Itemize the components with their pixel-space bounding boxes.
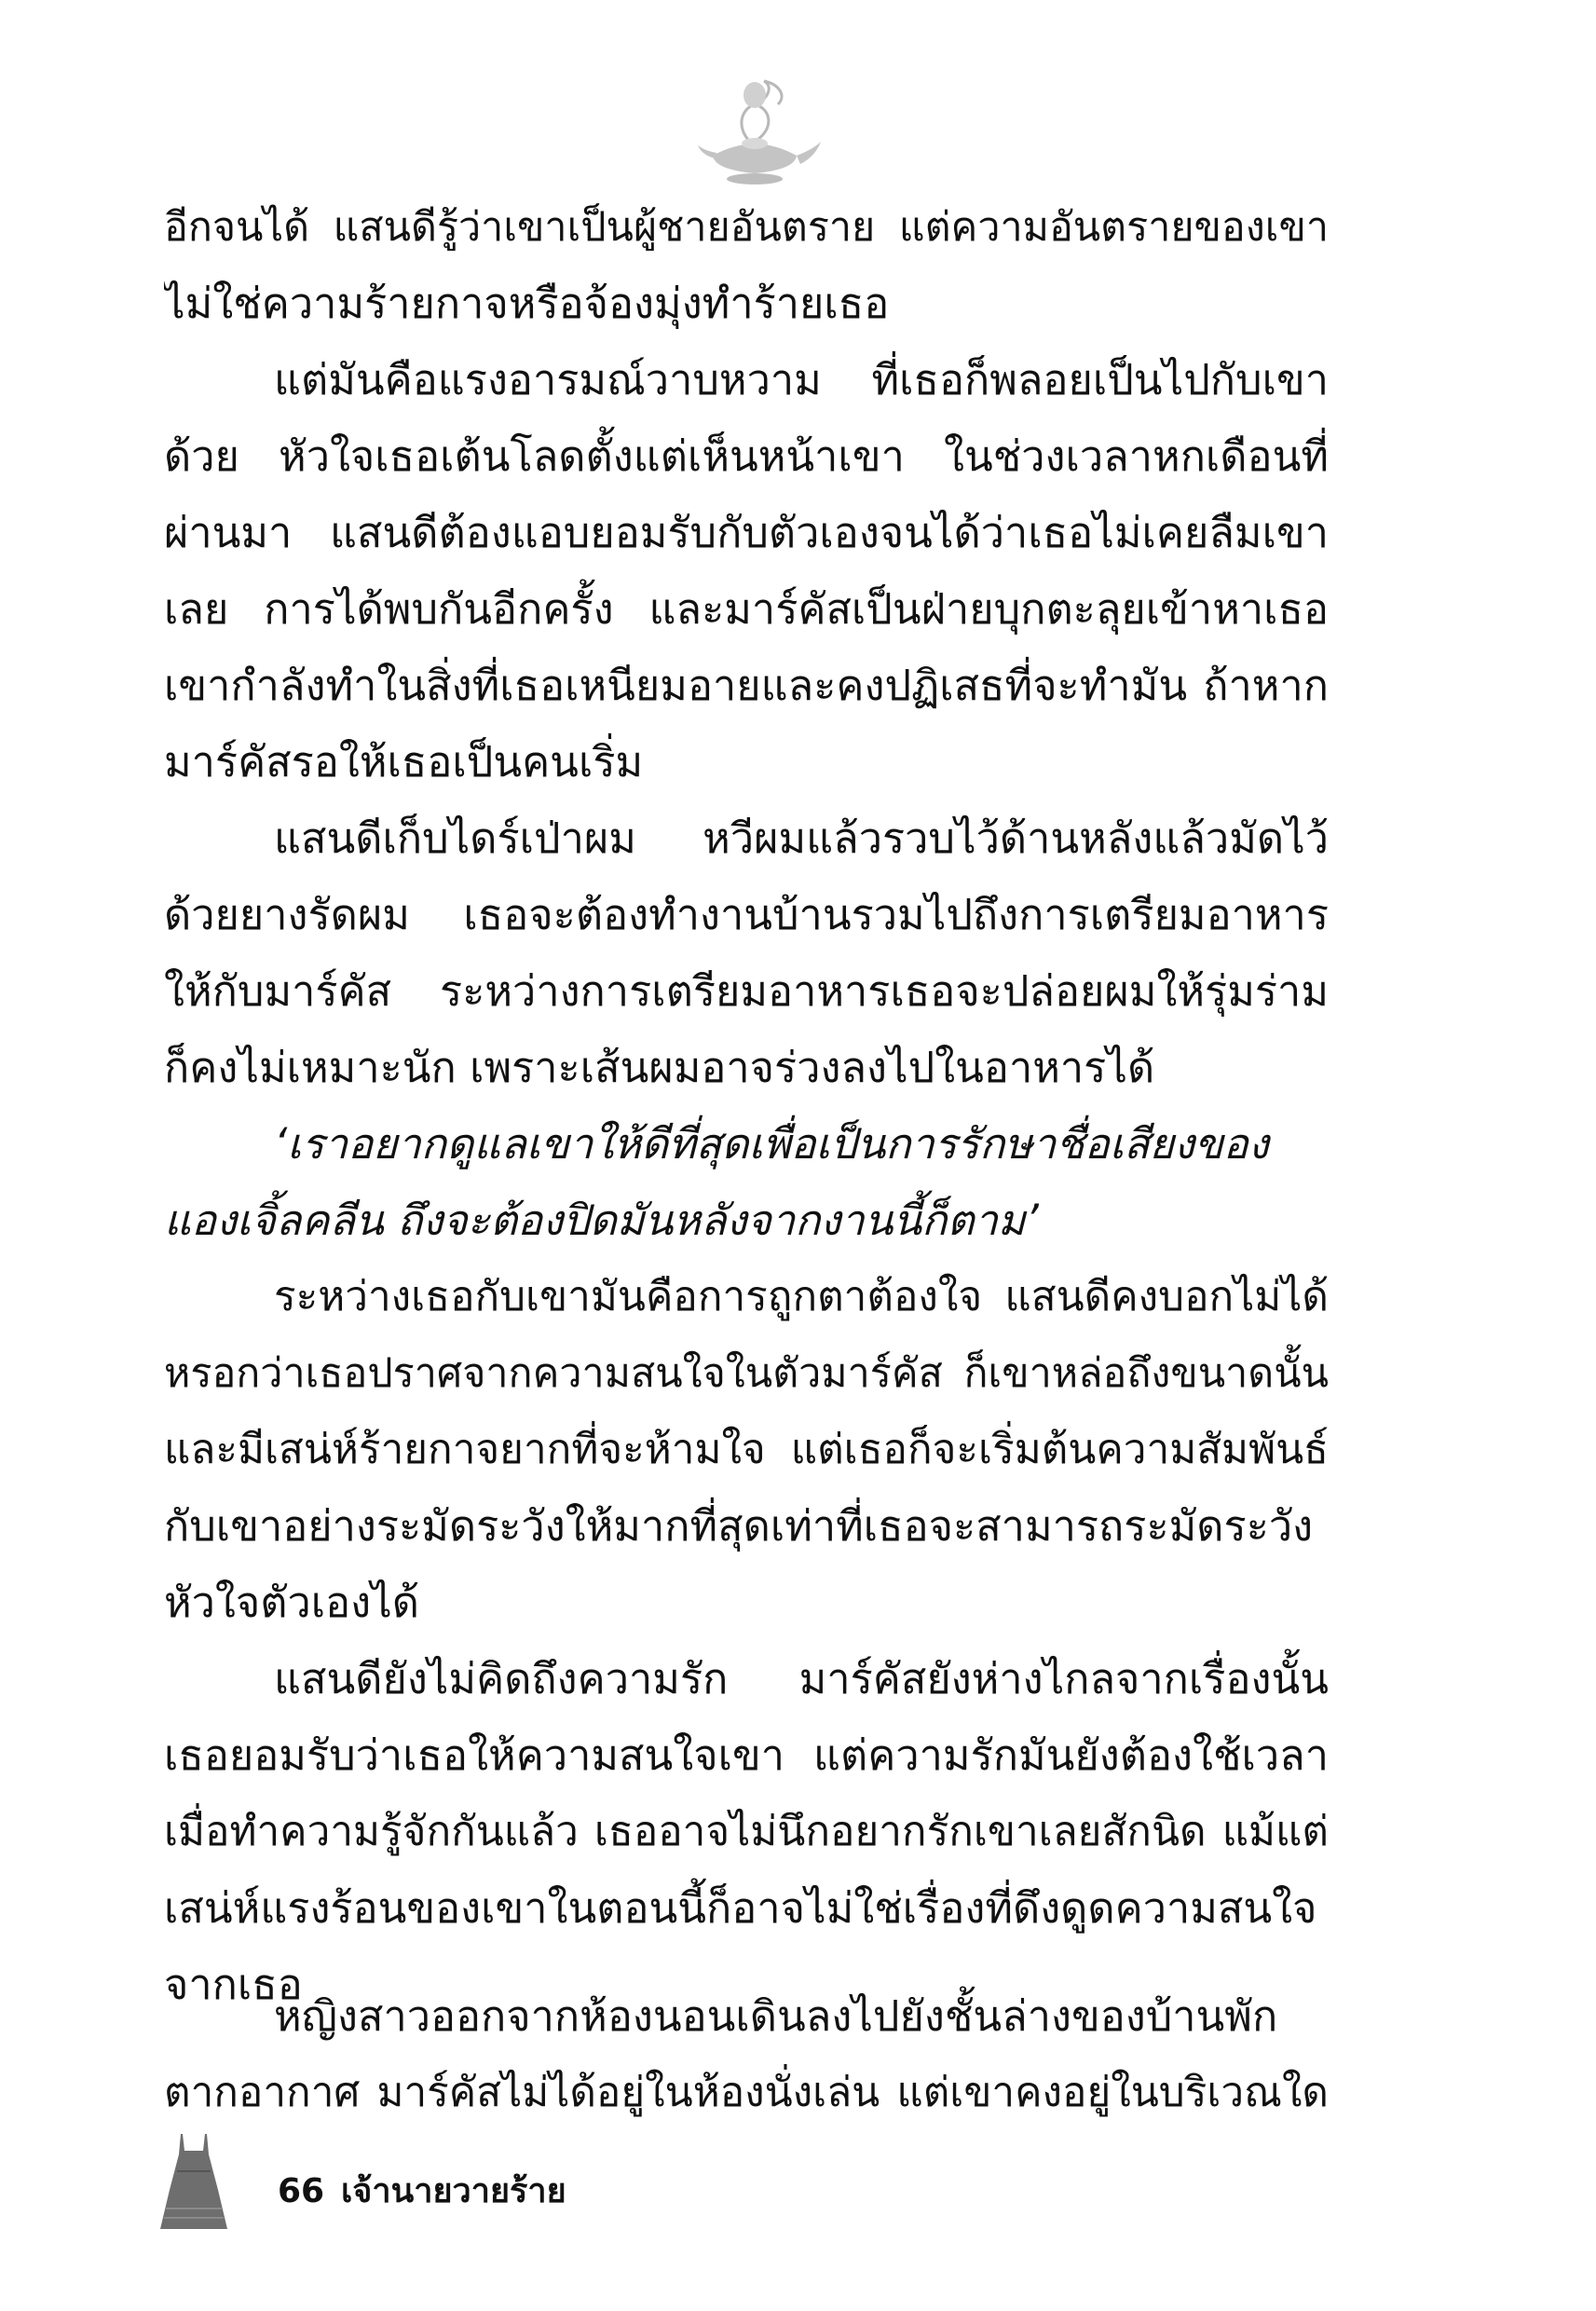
page-footer <box>157 2134 809 2236</box>
quote-line: ‘เราอยากดูแลเขาให้ดีที่สุดเพื่อเป็นการรักษาชื่อเสียงของ <box>274 1119 1269 1169</box>
text-line: เมื่อทำความรู้จักกันแล้ว เธออาจไม่นึกอยากรักเขาเลยสักนิด แม้แต่ <box>164 1808 1329 1855</box>
text-line: แสนดีเก็บไดร์เป่าผม หวีผมแล้วรวบไว้ด้านหลังแล้วมัดไว้ <box>274 814 1329 863</box>
body-text <box>164 196 1329 2069</box>
text-line: หรอกว่าเธอปราศจากความสนใจในตัวมาร์คัส ก็เขาหล่อถึงขนาดนั้น <box>164 1350 1329 1397</box>
text-line: มาร์คัสรอให้เธอเป็นคนเริ่ม <box>164 737 644 786</box>
genie-lamp-icon <box>685 76 825 188</box>
page-number: 66 <box>278 2172 325 2210</box>
text-line: ให้กับมาร์คัส ระหว่างการเตรียมอาหารเธอจะปล่อยผมให้รุ่มร่าม <box>164 966 1329 1016</box>
text-line: หญิงสาวออกจากห้องนอนเดินลงไปยังชั้นล่างของบ้านพัก <box>274 1991 1278 2041</box>
book-title: เจ้านายวายร้าย <box>341 2172 566 2210</box>
text-line: จากเธอ <box>164 1960 303 2009</box>
text-line: กับเขาอย่างระมัดระวังให้มากที่สุดเท่าที่เธอจะสามารถระมัดระวัง <box>164 1501 1314 1551</box>
text-line: หัวใจตัวเองได้ <box>164 1578 419 1627</box>
body-text-end <box>164 1985 1329 2143</box>
quote-line: แองเจิ้ลคลีน ถึงจะต้องปิดมันหลังจากงานนี้ก็ตาม’ <box>164 1196 1039 1245</box>
text-line: เสน่ห์แรงร้อนของเขาในตอนนี้ก็อาจไม่ใช่เรื่องที่ดึงดูดความสนใจ <box>164 1883 1317 1933</box>
dress-icon <box>157 2134 231 2232</box>
text-line: ด้วย หัวใจเธอเต้นโลดตั้งแต่เห็นหน้าเขา ในช่วงเวลาหกเดือนที่ <box>164 431 1329 481</box>
text-line: ตากอากาศ มาร์คัสไม่ได้อยู่ในห้องนั่งเล่น แต่เขาคงอยู่ในบริเวณใด <box>164 2069 1329 2116</box>
text-line: อีกจนได้ แสนดีรู้ว่าเขาเป็นผู้ชายอันตราย แต่ความอันตรายของเขา <box>164 204 1329 251</box>
text-line: เขากำลังทำในสิ่งที่เธอเหนียมอายและคงปฏิเสธที่จะทำมัน ถ้าหาก <box>164 661 1329 710</box>
text-line: แสนดียังไม่คิดถึงความรัก มาร์คัสยังห่างไกลจากเรื่องนั้น <box>274 1654 1329 1703</box>
text-line: แต่มันคือแรงอารมณ์วาบหวาม ที่เธอก็พลอยเป็นไปกับเขา <box>274 355 1329 404</box>
text-line: ผ่านมา แสนดีต้องแอบยอมรับกับตัวเองจนได้ว่าเธอไม่เคยลืมเขา <box>164 508 1329 557</box>
text-line: ก็คงไม่เหมาะนัก เพราะเส้นผมอาจร่วงลงไปในอาหารได้ <box>164 1043 1155 1092</box>
text-line: เธอยอมรับว่าเธอให้ความสนใจเขา แต่ความรักมันยังต้องใช้เวลา <box>164 1730 1329 1780</box>
text-line: และมีเสน่ห์ร้ายกาจยากที่จะห้ามใจ แต่เธอก็จะเริ่มต้นความสัมพันธ์ <box>164 1426 1329 1473</box>
text-line: ไม่ใช่ความร้ายกาจหรือจ้องมุ่งทำร้ายเธอ <box>164 279 890 328</box>
text-line: เลย การได้พบกันอีกครั้ง และมาร์คัสเป็นฝ่ายบุกตะลุยเข้าหาเธอ <box>164 584 1329 634</box>
text-line: ระหว่างเธอกับเขามันคือการถูกตาต้องใจ แสนดีคงบอกไม่ได้ <box>274 1273 1329 1320</box>
text-line: ด้วยยางรัดผม เธอจะต้องทำงานบ้านรวมไปถึงการเตรียมอาหาร <box>164 890 1329 939</box>
